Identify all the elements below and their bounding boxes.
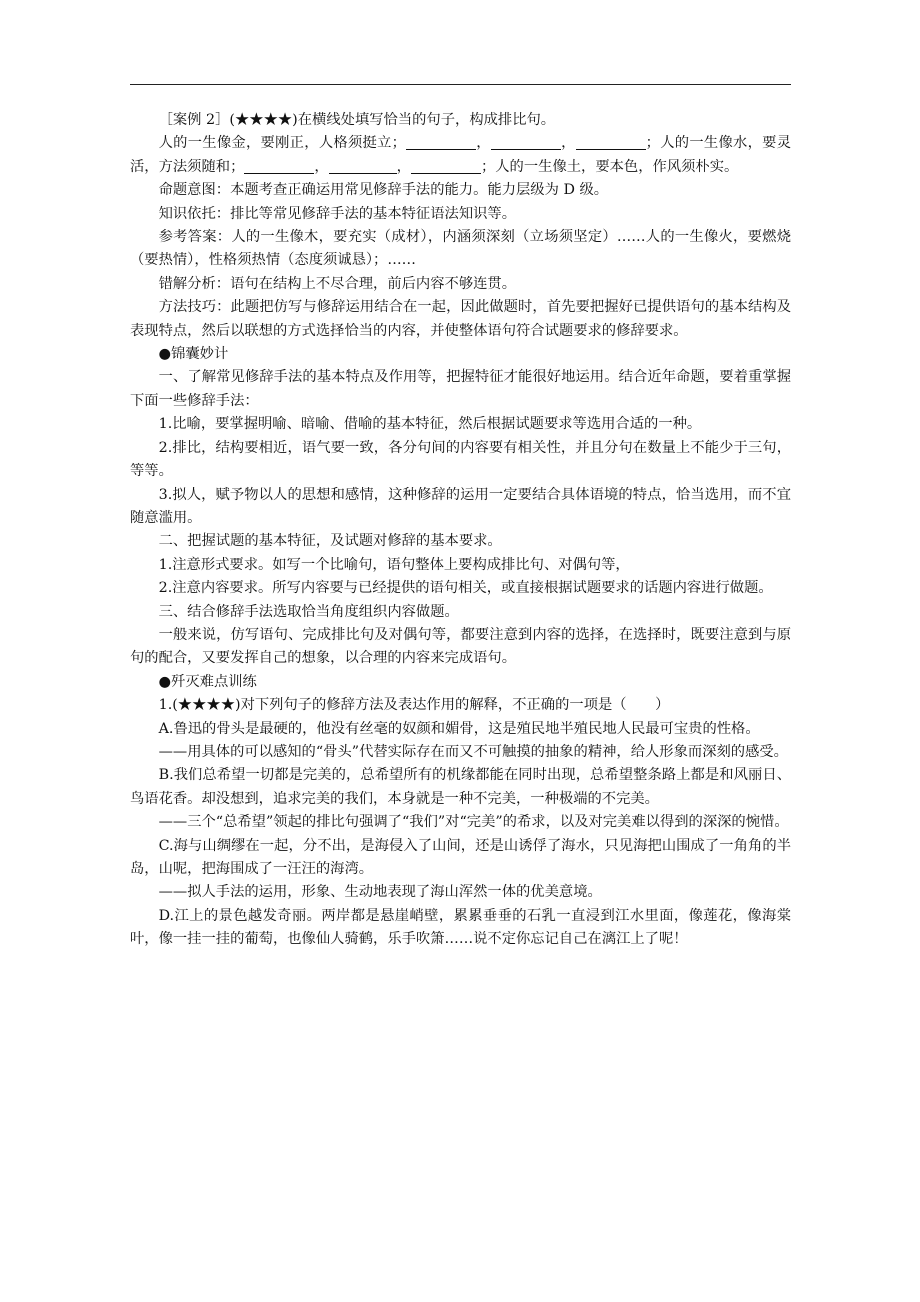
tips-heading: ●锦囊妙计 bbox=[158, 346, 229, 363]
answer-blank-4[interactable] bbox=[244, 158, 314, 174]
comma: ， bbox=[314, 158, 329, 175]
answer-paragraph: 参考答案：人的一生像木，要充实（成材），内涵须深刻（立场须坚定）……人的一生像火，要燃烧（要热情），性格须热情（态度须诚恳）；…… bbox=[130, 229, 791, 269]
error-paragraph: 错解分析：语句在结构上不尽合理，前后内容不够连贯。 bbox=[158, 275, 517, 292]
option-c: C.海与山绸缪在一起，分不出，是海侵入了山间，还是山诱俘了海水，只见海把山围成了一角角的半岛，山呢，把海围成了一汪汪的海湾。 bbox=[130, 837, 791, 877]
option-c-explanation: ——拟人手法的运用，形象、生动地表现了海山浑然一体的优美意境。 bbox=[158, 884, 602, 901]
tip-3-body: 一般来说，仿写语句、完成排比句及对偶句等，都要注意到内容的选择，在选择时，既要注意到与原句的配合，又要发挥自己的想象，以合理的内容来完成语句。 bbox=[130, 626, 791, 667]
intent-paragraph: 命题意图：本题考查正确运用常见修辞手法的能力。能力层级为 D 级。 bbox=[158, 182, 609, 199]
question-part-3: ；人的一生像土，要本色，作风须朴实。 bbox=[480, 158, 739, 175]
option-b: B.我们总希望一切都是完美的，总希望所有的机缘都能在同时出现，总希望整条路上都是和风丽日、鸟语花香。却没想到，追求完美的我们，本身就是一种不完美，一种极端的不完美。 bbox=[130, 767, 791, 807]
comma: ， bbox=[396, 158, 411, 175]
answer-blank-1[interactable] bbox=[406, 134, 476, 150]
document-body bbox=[130, 109, 791, 952]
question-text bbox=[130, 132, 791, 179]
header-rule bbox=[130, 84, 791, 85]
training-heading: ●歼灭难点训练 bbox=[158, 673, 257, 690]
answer-blank-6[interactable] bbox=[411, 158, 481, 174]
option-d: D.江上的景色越发奇丽。两岸都是悬崖峭壁，累累垂垂的石乳一直浸到江水里面，像莲花，像海棠叶，像一挂一挂的葡萄，也像仙人骑鹤，乐手吹箫……说不定你忘记自己在漓江上了呢！ bbox=[130, 907, 791, 948]
question-part-1: 人的一生像金，要刚正，人格须挺立； bbox=[158, 135, 406, 152]
answer-blank-2[interactable] bbox=[491, 134, 561, 150]
option-b-explanation: ——三个“总希望”领起的排比句强调了“我们”对“完美”的希求，以及对完美难以得到的深深的惋惜。 bbox=[158, 814, 789, 831]
tip-1: 一、了解常见修辞手法的基本特点及作用等，把握特征才能很好地运用。结合近年命题，要着重掌握下面一些修辞手法： bbox=[130, 369, 791, 409]
method-paragraph: 方法技巧：此题把仿写与修辞运用结合在一起，因此做题时，首先要把握好已提供语句的基本结构及表现特点，然后以联想的方式选择恰当的内容，并使整体语句符合试题要求的修辞要求。 bbox=[130, 299, 791, 339]
tip-2-1: 1.注意形式要求。如写一个比喻句，语句整体上要构成排比句、对偶句等， bbox=[158, 556, 630, 573]
option-a-explanation: ——用具体的可以感知的“骨头”代替实际存在而又不可触摸的抽象的精神，给人形象而深刻的感受。 bbox=[158, 743, 788, 760]
comma: ， bbox=[560, 135, 576, 152]
question-1: 1.(★★★★)对下列句子的修辞方法及表达作用的解释，不正确的一项是（ ） bbox=[158, 697, 670, 714]
tip-1-2: 2.排比，结构要相近，语气要一致，各分句间的内容要有相关性，并且分句在数量上不能少于三句，等等。 bbox=[130, 439, 791, 480]
question-part-2: ；人的一生像水，要灵活，方法须随和； bbox=[130, 135, 792, 175]
basis-paragraph: 知识依托：排比等常见修辞手法的基本特征语法知识等。 bbox=[158, 205, 517, 222]
tip-1-3: 3.拟人，赋予物以人的思想和感情，这种修辞的运用一定要结合具体语境的特点，恰当选用，而不宜随意滥用。 bbox=[130, 486, 791, 526]
answer-blank-5[interactable] bbox=[329, 158, 397, 174]
tip-2: 二、把握试题的基本特征，及试题对修辞的基本要求。 bbox=[158, 533, 502, 550]
answer-blank-3[interactable] bbox=[576, 134, 646, 150]
tip-2-2: 2.注意内容要求。所写内容要与已经提供的语句相关，或直接根据试题要求的话题内容进行做题。 bbox=[158, 580, 773, 597]
tip-1-1: 1.比喻，要掌握明喻、暗喻、借喻的基本特征，然后根据试题要求等选用合适的一种。 bbox=[158, 416, 702, 433]
case-intro: ［案例 2］(★★★★)在横线处填写恰当的句子，构成排比句。 bbox=[158, 112, 556, 128]
comma: ， bbox=[475, 135, 491, 152]
tip-3: 三、结合修辞手法选取恰当角度组织内容做题。 bbox=[158, 603, 459, 620]
option-a: A.鲁迅的骨头是最硬的，他没有丝毫的奴颜和媚骨，这是殖民地半殖民地人民最可宝贵的性格。 bbox=[158, 720, 760, 737]
